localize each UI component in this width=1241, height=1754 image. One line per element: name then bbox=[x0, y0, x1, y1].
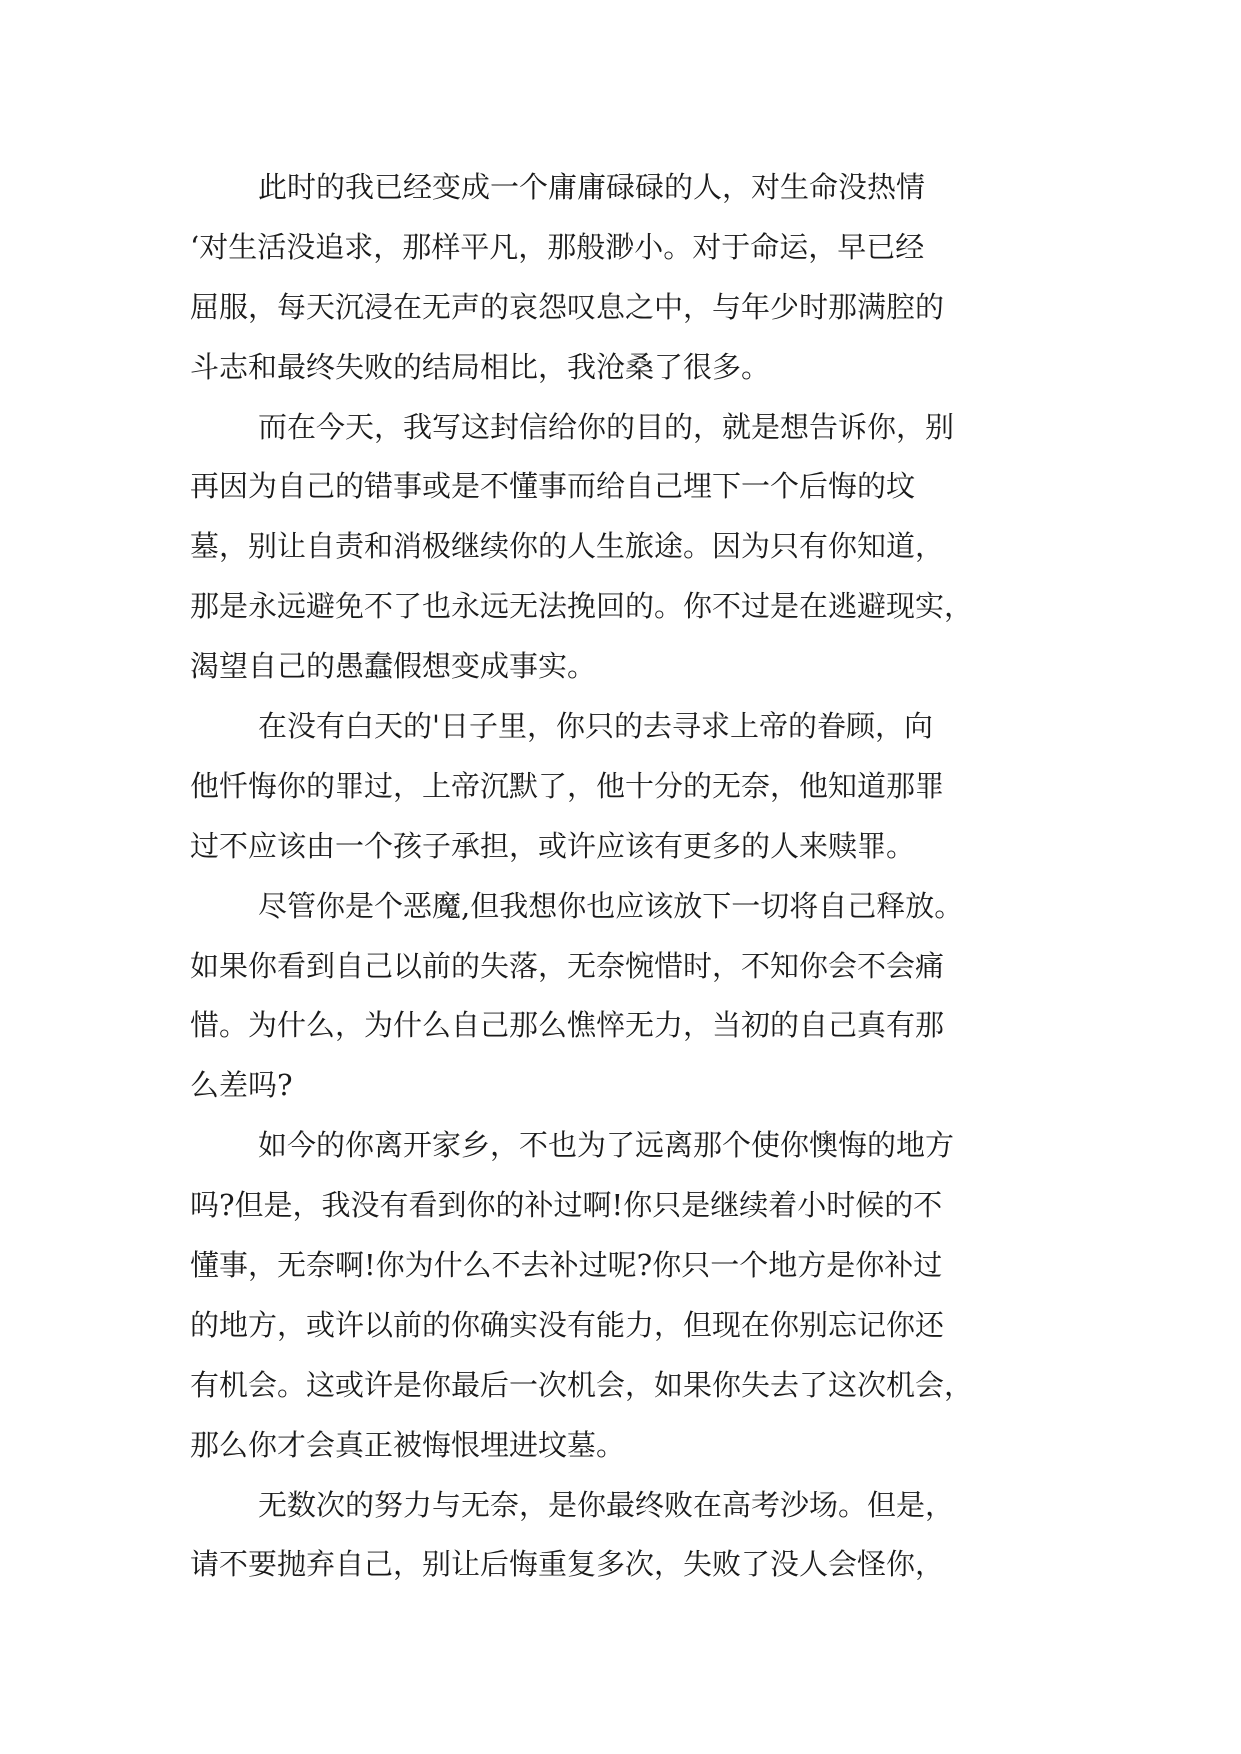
text-line: 么差吗? bbox=[190, 1068, 293, 1103]
text-line: 如果你看到自己以前的失落，无奈惋惜时，不知你会不会痛 bbox=[190, 948, 945, 983]
text-line: 有机会。这或许是你最后一次机会，如果你失去了这次机会， bbox=[190, 1367, 974, 1402]
text-line: 此时的我已经变成一个庸庸碌碌的人，对生命没热情 bbox=[258, 170, 926, 204]
text-line: 请不要抛弃自己，别让后悔重复多次，失败了没人会怪你， bbox=[190, 1547, 945, 1582]
text-line: 尽管你是个恶魔,但我想你也应该放下一切将自己释放。 bbox=[258, 888, 964, 923]
text-line: ‘对生活没追求，那样平凡，那般渺小。对于命运，早已经 bbox=[190, 229, 925, 264]
text-line: 渴望自己的愚蠢假想变成事实。 bbox=[190, 649, 597, 684]
text-line: 的地方，或许以前的你确实没有能力，但现在你别忘记你还 bbox=[190, 1307, 945, 1342]
letter-body bbox=[190, 158, 1070, 1595]
text-line: 吗?但是，我没有看到你的补过啊!你只是继续着小时候的不 bbox=[190, 1188, 943, 1223]
text-line: 过不应该由一个孩子承担，或许应该有更多的人来赎罪。 bbox=[190, 828, 916, 863]
text-line: 在没有白天的'日子里，你只的去寻求上帝的眷顾，向 bbox=[258, 709, 933, 744]
text-line: 那么你才会真正被悔恨埋进坟墓。 bbox=[190, 1427, 626, 1462]
text-line: 斗志和最终失败的结局相比，我沧桑了很多。 bbox=[190, 349, 771, 384]
text-line: 无数次的努力与无奈，是你最终败在高考沙场。但是， bbox=[258, 1487, 955, 1522]
text-line: 那是永远避免不了也永远无法挽回的。你不过是在逃避现实， bbox=[190, 589, 974, 624]
text-line: 再因为自己的错事或是不懂事而给自己埋下一个后悔的坟 bbox=[190, 469, 916, 504]
text-line: 他忏悔你的罪过，上帝沉默了，他十分的无奈，他知道那罪 bbox=[190, 768, 945, 803]
text-line: 懂事，无奈啊!你为什么不去补过呢?你只一个地方是你补过 bbox=[190, 1248, 943, 1283]
text-line: 墓，别让自责和消极继续你的人生旅途。因为只有你知道， bbox=[190, 529, 945, 564]
text-line: 而在今天，我写这封信给你的目的，就是想告诉你，别 bbox=[258, 409, 955, 444]
text-line: 屈服，每天沉浸在无声的哀怨叹息之中，与年少时那满腔的 bbox=[190, 289, 945, 324]
text-line: 惜。为什么，为什么自己那么憔悴无力，当初的自己真有那 bbox=[190, 1008, 945, 1043]
text-line: 如今的你离开家乡，不也为了远离那个使你懊悔的地方 bbox=[258, 1128, 955, 1163]
